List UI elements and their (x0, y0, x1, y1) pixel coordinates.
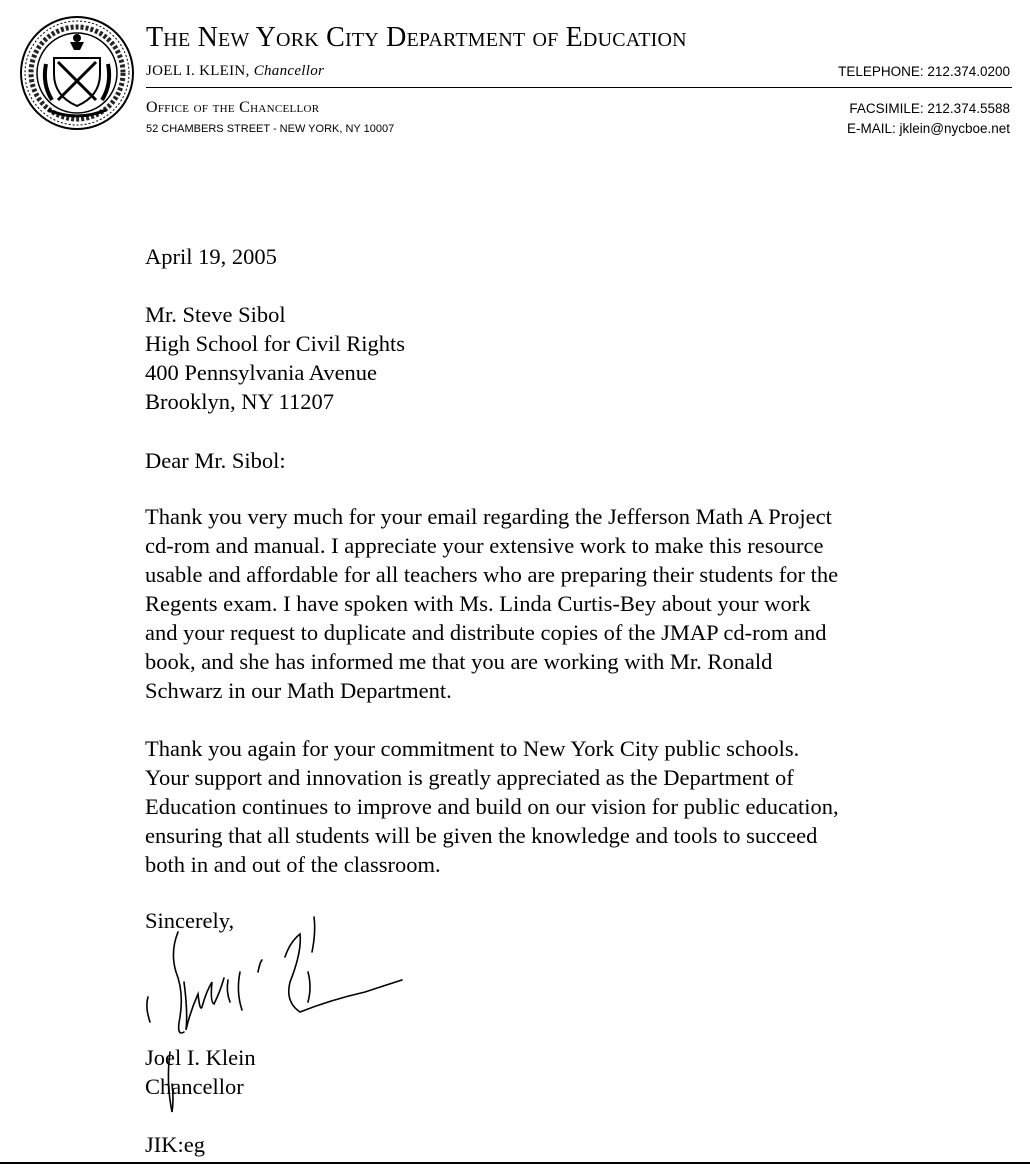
salutation: Dear Mr. Sibol: (145, 448, 286, 473)
paragraph-line: Thank you very much for your email regarding the Jefferson Math A Project (145, 504, 832, 529)
paragraph-line: cd-rom and manual. I appreciate your extensive work to make this resource (145, 533, 824, 558)
paragraph-2 (145, 734, 839, 879)
signer-block (145, 1043, 256, 1101)
recipient-address (145, 300, 405, 416)
department-name: The New York City Department of Education (146, 22, 687, 53)
signer-name: Joel I. Klein (145, 1045, 256, 1070)
paragraph-line: both in and out of the classroom. (145, 852, 441, 877)
paragraph-line: ensuring that all students will be given the knowledge and tools to succeed (145, 823, 818, 848)
chancellor-name: JOEL I. KLEIN, (146, 63, 250, 79)
email: E-MAIL: jklein@nycboe.net (846, 121, 1010, 136)
paragraph-line: book, and she has informed me that you are working with Mr. Ronald (145, 649, 773, 674)
telephone: TELEPHONE: 212.374.0200 (838, 64, 1010, 79)
paragraph-line: Schwarz in our Math Department. (145, 678, 452, 703)
chancellor-line (146, 63, 324, 80)
paragraph-line: and your request to duplicate and distribute copies of the JMAP cd-rom and (145, 620, 827, 645)
facsimile: FACSIMILE: 212.374.5588 (849, 101, 1010, 116)
header-divider (146, 87, 1012, 88)
bottom-border (0, 1162, 1030, 1164)
paragraph-line: usable and affordable for all teachers who are preparing their students for the (145, 562, 839, 587)
letter-date: April 19, 2005 (145, 244, 277, 269)
office-name: Office of the Chancellor (146, 99, 320, 116)
paragraph-line: Regents exam. I have spoken with Ms. Linda Curtis-Bey about your work (145, 591, 811, 616)
city-seal-icon (18, 14, 136, 132)
recipient-line: Brooklyn, NY 11207 (145, 389, 334, 414)
reference-initials: JIK:eg (145, 1132, 205, 1157)
recipient-line: Mr. Steve Sibol (145, 302, 286, 327)
office-address: 52 CHAMBERS STREET - NEW YORK, NY 10007 (146, 123, 395, 135)
paragraph-1 (145, 502, 838, 705)
recipient-line: High School for Civil Rights (145, 331, 406, 356)
paragraph-line: Education continues to improve and build on our vision for public education, (145, 794, 839, 819)
paragraph-line: Thank you again for your commitment to New York City public schools. (145, 736, 800, 761)
recipient-line: 400 Pennsylvania Avenue (145, 360, 378, 385)
paragraph-line: Your support and innovation is greatly appreciated as the Department of (145, 765, 794, 790)
chancellor-role: Chancellor (253, 63, 325, 79)
signer-title: Chancellor (145, 1074, 244, 1099)
closing: Sincerely, (145, 908, 235, 933)
